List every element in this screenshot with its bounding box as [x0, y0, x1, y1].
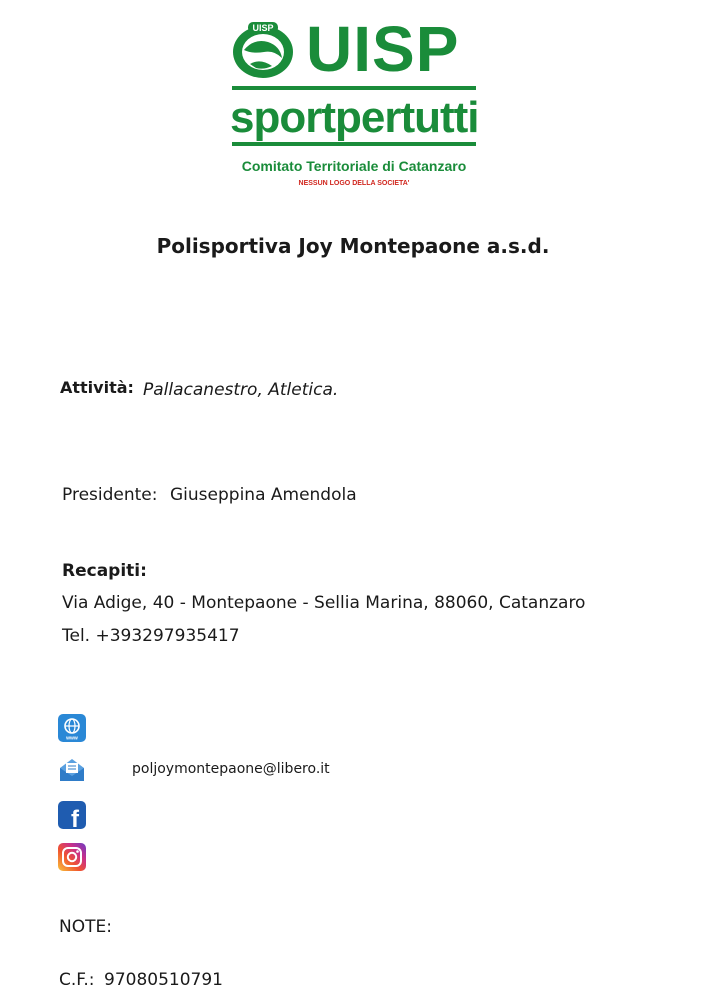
uisp-logo — [226, 13, 482, 198]
logo-committee: Comitato Territoriale di Catanzaro — [241, 158, 467, 174]
instagram-icon[interactable] — [58, 843, 86, 871]
facebook-icon[interactable] — [58, 801, 86, 829]
activity-label: Attività: — [60, 378, 134, 397]
globe-www-icon[interactable] — [58, 714, 86, 742]
mail-icon[interactable] — [58, 756, 86, 784]
email-link[interactable]: poljoymontepaone@libero.it — [132, 761, 330, 777]
activity-value: Pallacanestro, Atletica. — [143, 380, 339, 400]
address: Via Adige, 40 - Montepaone - Sellia Marina, 88060, Catanzaro — [62, 593, 586, 613]
president-label: Presidente: — [62, 485, 158, 505]
tax-code-label: C.F.: — [59, 970, 95, 990]
president-value: Giuseppina Amendola — [170, 485, 357, 505]
phone-number[interactable]: Tel. +393297935417 — [62, 626, 240, 646]
tax-code-value: 97080510791 — [104, 970, 223, 990]
contacts-label: Recapiti: — [62, 561, 147, 581]
facebook-glyph: f — [71, 806, 79, 829]
society-name: Polisportiva Joy Montepaone a.s.d. — [156, 234, 550, 258]
logo-divider-bottom — [232, 142, 476, 146]
emblem-label: UISP — [252, 23, 274, 33]
web-icon-label: www — [66, 735, 78, 742]
uisp-emblem-icon — [230, 20, 296, 80]
logo-notice: NESSUN LOGO DELLA SOCIETA' — [298, 180, 410, 187]
logo-brand: UISP — [306, 13, 460, 85]
notes-label: NOTE: — [59, 917, 112, 937]
logo-tagline: sportpertutti — [230, 93, 479, 142]
